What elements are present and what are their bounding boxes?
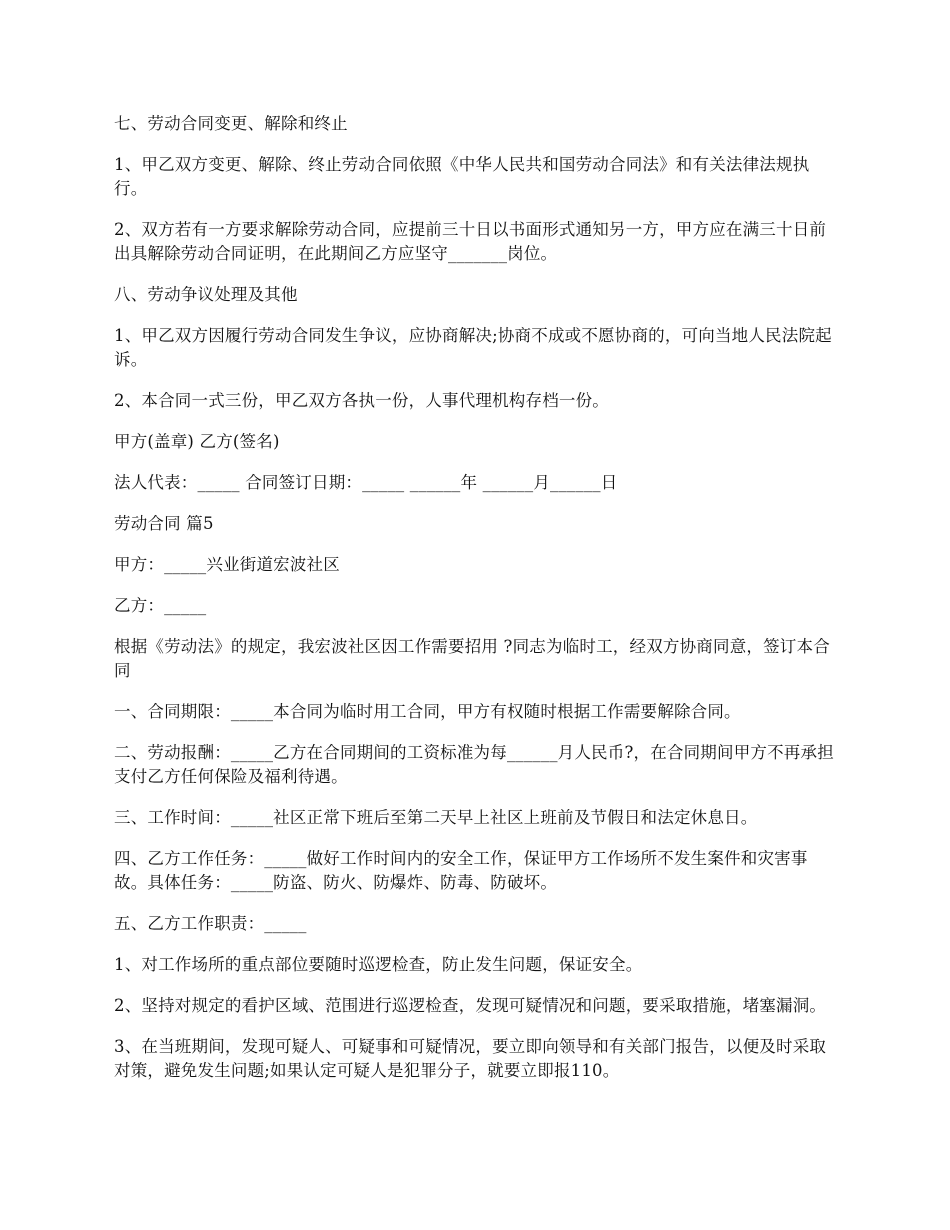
party-a-line: 甲方：_____兴业街道宏波社区 — [114, 555, 340, 574]
contract-title: 劳动合同 篇5 — [114, 514, 214, 533]
clause-term: 一、合同期限：_____本合同为临时用工合同，甲方有权随时根据工作需要解除合同。 — [114, 702, 741, 721]
party-b-line: 乙方：_____ — [114, 596, 207, 615]
paragraph-8-1: 1、甲乙双方因履行劳动合同发生争议，应协商解决;协商不成或不愿协商的，可向当地人民法院起诉。 — [114, 326, 832, 369]
legal-rep-date-line: 法人代表：_____ 合同签订日期：_____ ______年 ______月______日 — [114, 473, 618, 492]
section-heading-7: 七、劳动合同变更、解除和终止 — [114, 114, 348, 133]
document-body — [114, 112, 836, 1100]
clause-tasks: 四、乙方工作任务：_____做好工作时间内的安全工作，保证甲方工作场所不发生案件和灾害事故。具体任务：_____防盗、防火、防爆炸、防毒、防破坏。 — [114, 849, 808, 892]
paragraph-7-1: 1、甲乙双方变更、解除、终止劳动合同依照《中华人民共和国劳动合同法》和有关法律法规执行。 — [114, 155, 810, 198]
paragraph-7-2: 2、双方若有一方要求解除劳动合同，应提前三十日以书面形式通知另一方，甲方应在满三十日前出具解除劳动合同证明，在此期间乙方应坚守_______岗位。 — [114, 220, 827, 263]
duty-item-2: 2、坚持对规定的看护区域、范围进行巡逻检查，发现可疑情况和问题，要采取措施，堵塞漏洞。 — [114, 996, 827, 1015]
clause-pay: 二、劳动报酬：_____乙方在合同期间的工资标准为每______月人民币?，在合同期间甲方不再承担支付乙方任何保险及福利待遇。 — [114, 743, 834, 786]
section-heading-8: 八、劳动争议处理及其他 — [114, 285, 298, 304]
clause-hours: 三、工作时间：_____社区正常下班后至第二天早上社区上班前及节假日和法定休息日。 — [114, 808, 758, 827]
clause-duties-heading: 五、乙方工作职责：_____ — [114, 914, 307, 933]
signature-line: 甲方(盖章) 乙方(签名) — [114, 432, 280, 451]
preamble: 根据《劳动法》的规定，我宏波社区因工作需要招用 ?同志为临时工，经双方协商同意，签订本合同 — [114, 637, 830, 680]
paragraph-8-2: 2、本合同一式三份，甲乙双方各执一份，人事代理机构存档一份。 — [114, 391, 609, 410]
duty-item-3: 3、在当班期间，发现可疑人、可疑事和可疑情况，要立即向领导和有关部门报告，以便及时采取对策，避免发生问题;如果认定可疑人是犯罪分子，就要立即报110。 — [114, 1037, 827, 1080]
duty-item-1: 1、对工作场所的重点部位要随时巡逻检查，防止发生问题，保证安全。 — [114, 955, 643, 974]
